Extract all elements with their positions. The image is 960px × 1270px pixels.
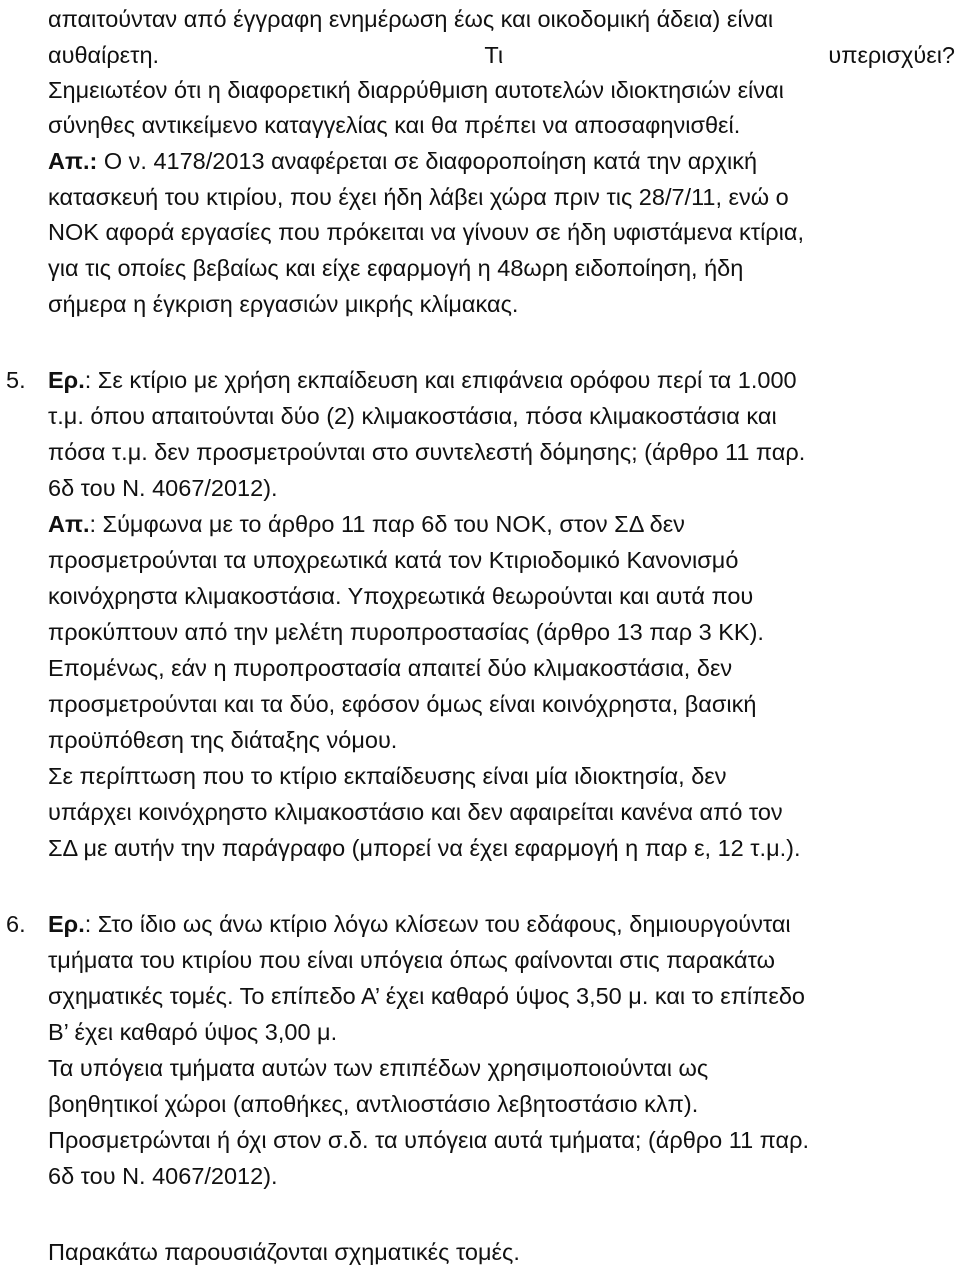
question-line: σχηματικές τομές. Το επίπεδο Α’ έχει καθαρό ύψος 3,50 μ. και το επίπεδο [48,983,805,1009]
answer-line: προσμετρούνται τα υποχρεωτικά κατά τον Κτιριοδομικό Κανονισμό [48,547,739,573]
question-line: τμήματα του κτιρίου που είναι υπόγεια όπως φαίνονται στις παρακάτω [48,947,775,973]
question-line: βοηθητικοί χώροι (αποθήκες, αντλιοστάσιο λεβητοστάσιο κλπ). [48,1091,699,1117]
text-fragment: Τι [484,42,504,68]
question-line: Τα υπόγεια τμήματα αυτών των επιπέδων χρησιμοποιούνται ως [48,1055,709,1081]
question-line: 6δ του Ν. 4067/2012). [48,475,278,501]
text-fragment: υπερισχύει? [828,42,955,68]
paragraph-line: Σημειωτέον ότι η διαφορετική διαρρύθμιση αυτοτελών ιδιοκτησιών είναι [48,77,784,103]
answer-line: ΝΟΚ αφορά εργασίες που πρόκειται να γίνουν σε ήδη υφιστάμενα κτίρια, [48,219,805,245]
answer-line [48,146,757,176]
question-text: : Σε κτίριο με χρήση εκπαίδευση και επιφάνεια ορόφου περί τα 1.000 [84,367,797,393]
answer-line: προκύπτουν από την μελέτη πυροπροστασίας (άρθρο 13 παρ 3 ΚΚ). [48,619,764,645]
answer-text: : Σύμφωνα με το άρθρο 11 παρ 6δ του ΝΟΚ, στον ΣΔ δεν [89,511,685,537]
paragraph-line: απαιτούνταν από έγγραφη ενημέρωση έως και οικοδομική άδεια) είναι [48,6,774,32]
text-fragment: αυθαίρετη. [48,42,160,68]
answer-text: Ο ν. 4178/2013 αναφέρεται σε διαφοροποίηση κατά την αρχική [103,148,758,174]
paragraph-line: σύνηθες αντικείμενο καταγγελίας και θα πρέπει να αποσαφηνισθεί. [48,112,741,138]
question-line [48,909,791,939]
paragraph-line-justified [48,40,955,70]
answer-line: ΣΔ με αυτήν την παράγραφο (μπορεί να έχει εφαρμογή η παρ ε, 12 τ.μ.). [48,835,801,861]
question-line: πόσα τ.μ. δεν προσμετρούνται στο συντελεστή δόμησης; (άρθρο 11 παρ. [48,439,806,465]
answer-line: υπάρχει κοινόχρηστο κλιμακοστάσιο και δεν αφαιρείται κανένα από τον [48,799,783,825]
question-line: τ.μ. όπου απαιτούνται δύο (2) κλιμακοστάσια, πόσα κλιμακοστάσια και [48,403,777,429]
question-line: Παρακάτω παρουσιάζονται σχηματικές τομές. [48,1239,520,1265]
question-line: Β’ έχει καθαρό ύψος 3,00 μ. [48,1019,338,1045]
answer-label: Απ.: [48,148,98,174]
answer-line: προϋπόθεση της διάταξης νόμου. [48,727,398,753]
answer-line: Σε περίπτωση που το κτίριο εκπαίδευσης είναι μία ιδιοκτησία, δεν [48,763,727,789]
question-label: Ερ. [48,367,85,393]
answer-line: για τις οποίες βεβαίως και είχε εφαρμογή η 48ωρη ειδοποίηση, ήδη [48,255,744,281]
answer-line: κοινόχρηστα κλιμακοστάσια. Υποχρεωτικά θεωρούνται και αυτά που [48,583,754,609]
question-text: : Στο ίδιο ως άνω κτίριο λόγω κλίσεων του εδάφους, δημιουργούνται [84,911,791,937]
question-line: 6δ του Ν. 4067/2012). [48,1163,278,1189]
question-number: 5. [6,367,26,393]
answer-line: σήμερα η έγκριση εργασιών μικρής κλίμακας. [48,291,519,317]
question-number: 6. [6,911,26,937]
answer-line: προσμετρούνται και τα δύο, εφόσον όμως είναι κοινόχρηστα, βασική [48,691,757,717]
answer-line [48,509,685,539]
question-line: Προσμετρώνται ή όχι στον σ.δ. τα υπόγεια αυτά τμήματα; (άρθρο 11 παρ. [48,1127,810,1153]
question-line [48,365,797,395]
answer-label: Απ. [48,511,90,537]
answer-line: Επομένως, εάν η πυροπροστασία απαιτεί δύο κλιμακοστάσια, δεν [48,655,733,681]
question-label: Ερ. [48,911,85,937]
answer-line: κατασκευή του κτιρίου, που έχει ήδη λάβει χώρα πριν τις 28/7/11, ενώ ο [48,184,789,210]
